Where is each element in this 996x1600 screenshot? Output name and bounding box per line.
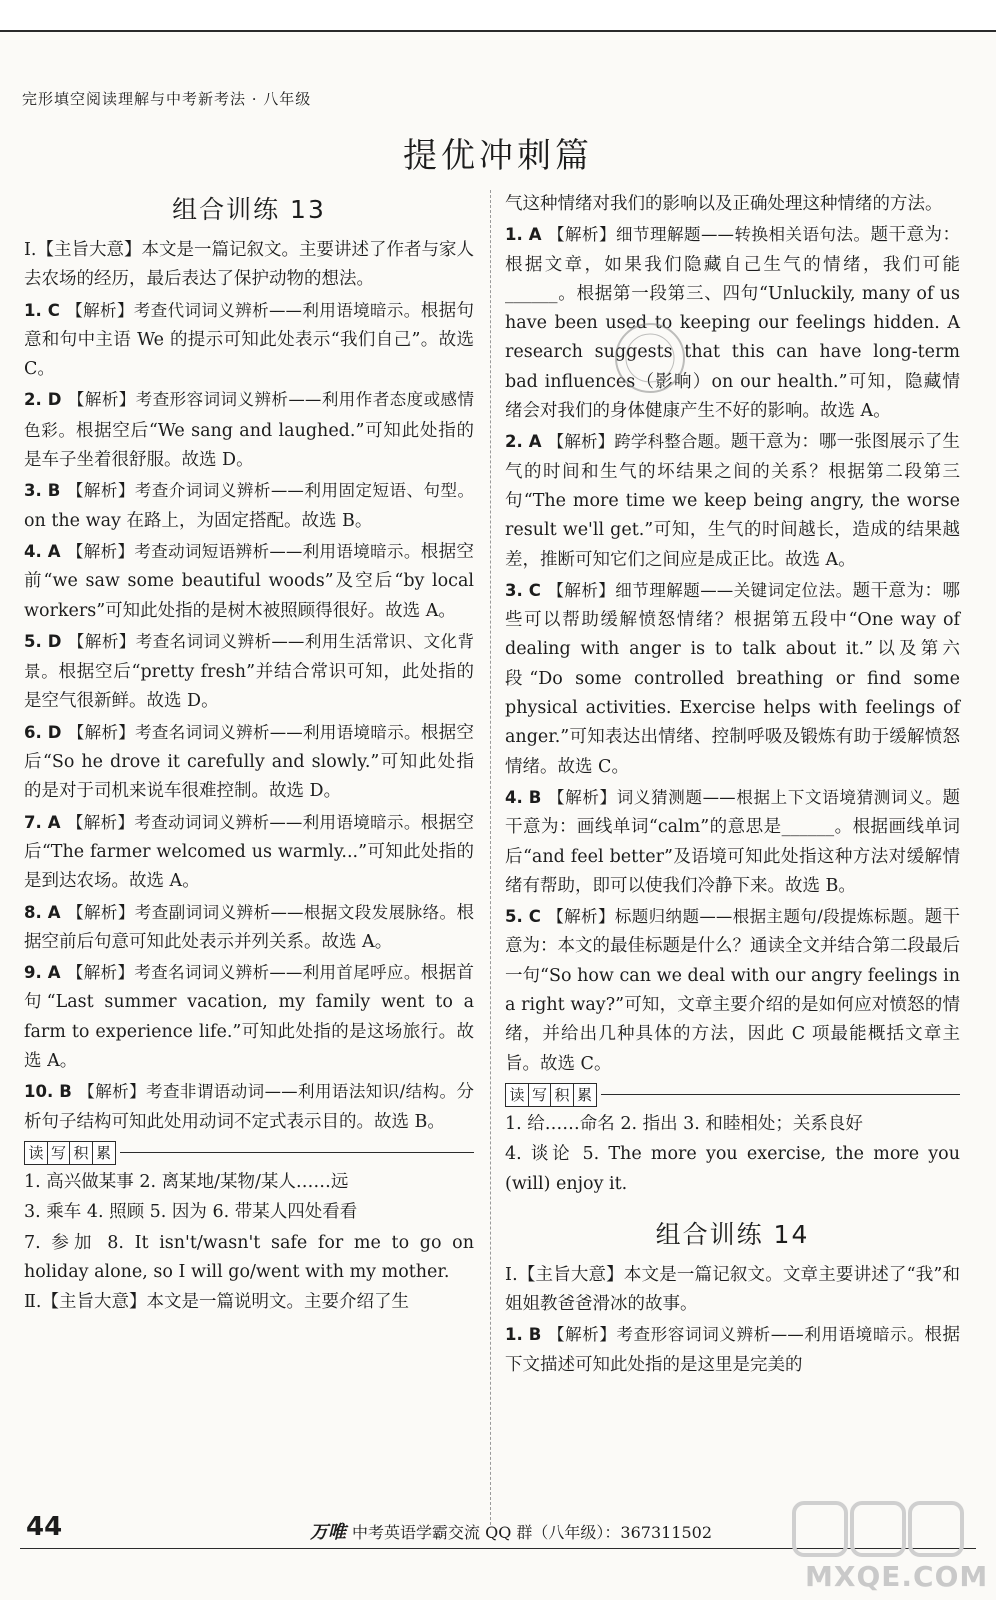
answer-item: 1. A 【解析】细节理解题——转换相关语句法。题干意为：根据文章，如果我们隐藏自己生气的情绪，我们可能______。根据第一段第三、四句“Unluckily, many of us have been used to keeping our feelings hidden. A research suggests that this can have long-term bad influences（影响）on our health.”可知，隐藏情绪会对我们的身体健康产生不好的影响。故选 A。	[505, 225, 961, 422]
footer-note: 万唯 中考英语学霸交流 QQ 群（八年级）：367311502	[310, 1522, 713, 1543]
left-column	[24, 190, 474, 1318]
rule-line	[120, 1152, 474, 1153]
answer-item: 5. C 【解析】标题归纳题——根据主题句/段提炼标题。题干意为：本文的最佳标题是什么？通读全文并结合第二段最后一句“So how can we deal with our angry feelings in a right way?”可知，文章主要介绍的是如何应对愤怒的情绪，并给出几种具体的方法，因此 C 项最能概括文章主旨。故选 C。	[505, 907, 961, 1074]
answer-item: 5. D 【解析】考查名词词义辨析——利用生活常识、文化背景。根据空后“pretty fresh”并结合常识可知，此处指的是空气很新鲜。故选 D。	[24, 631, 475, 712]
answer-item: 1. C 【解析】考查代词词义辨析——利用语境暗示。根据句意和句中主语 We 的提示可知此处表示“我们自己”。故选 C。	[24, 300, 475, 380]
answer-item: 10. B 【解析】考查非谓语动词——利用语法知识/结构。分析句子结构可知此处用动词不定式表示目的。故选 B。	[24, 1082, 474, 1132]
answer-item: 1. B 【解析】考查形容词词义辨析——利用语境暗示。根据下文描述可知此处指的是这里是完美的	[505, 1325, 961, 1375]
running-title: 完形填空阅读理解与中考新考法 · 八年级	[22, 90, 312, 108]
reading-writing-label: 读 写 积 累	[24, 1141, 114, 1165]
column-divider	[490, 190, 491, 1525]
answer-item: 8. A 【解析】考查副词词义辨析——根据文段发展脉络。根据空前后句意可知此处表示并列关系。故选 A。	[24, 902, 474, 952]
brand-logo: 万唯	[310, 1522, 346, 1543]
vocab-line: 1. 给……命名 2. 指出 3. 和睦相处；关系良好	[505, 1113, 863, 1134]
main-idea-2-cont: 气这种情绪对我们的影响以及正确处理这种情绪的方法。	[505, 194, 943, 214]
answer-item: 3. B 【解析】考查介词词义辨析——利用固定短语、句型。on the way 在路上，为固定搭配。故选 B。	[24, 481, 474, 531]
group-title-14: 组合训练 14	[655, 1219, 810, 1249]
right-column	[505, 190, 960, 1381]
page-number: 44	[26, 1512, 63, 1542]
watermark-site: MXQE.COM	[805, 1560, 989, 1593]
answer-item: 3. C 【解析】细节理解题——关键词定位法。题干意为：哪些可以帮助缓解愤怒情绪？根据第五段中“One way of dealing with anger is to talk about it.”以及第六段“Do some controlled breathing or find some physical activities. Exercise helps with feelings of anger.”可知表达出情绪、控制呼吸及锻炼有助于缓解愤怒情绪。故选 C。	[505, 580, 960, 777]
answer-item: 4. B 【解析】词义猜测题——根据上下文语境猜测词义。题干意为：画线单词“calm”的意思是______。根据画线单词后“and feel better”及语境可知此处指这种方法对缓解情绪有帮助，即可以使我们冷静下来。故选 B。	[505, 787, 960, 896]
stamp-watermark-icon	[610, 318, 690, 398]
vocab-line: 4. 谈论 5. The more you exercise, the more you (will) enjoy it.	[505, 1144, 960, 1194]
answer-item: 9. A 【解析】考查名词词义辨析——利用首尾呼应。根据首句“Last summer vacation, my family went to a farm to experience life.”可知此处指的是这场旅行。故选 A。	[24, 963, 475, 1072]
main-idea-1: Ⅰ.【主旨大意】本文是一篇记叙文。主要讲述了作者与家人去农场的经历，最后表达了保护动物的想法。	[24, 240, 474, 290]
vocab-line: 3. 乘车 4. 照顾 5. 因为 6. 带某人四处看看	[24, 1202, 358, 1223]
answer-item: 4. A 【解析】考查动词短语辨析——利用语境暗示。根据空前“we saw some beautiful woods”及空后“by local workers”可知此处指的是树木被照顾得很好。故选 A。	[24, 541, 475, 621]
reading-writing-header	[505, 1083, 960, 1107]
main-idea-3: Ⅰ.【主旨大意】本文是一篇记叙文。文章主要讲述了“我”和姐姐教爸爸滑冰的故事。	[505, 1264, 960, 1315]
reading-writing-header	[24, 1141, 474, 1165]
main-idea-2: Ⅱ.【主旨大意】本文是一篇说明文。主要介绍了生	[24, 1292, 409, 1313]
group-title-13: 组合训练 13	[172, 195, 326, 224]
answer-item: 2. D 【解析】考查形容词词义辨析——利用作者态度或感情色彩。根据空后“We sang and laughed.”可知此处指的是车子坐着很舒服。故选 D。	[24, 390, 475, 471]
vocab-line: 1. 高兴做某事 2. 离某地/某物/某人……远	[24, 1171, 349, 1192]
answer-item: 2. A 【解析】跨学科整合题。题干意为：哪一张图展示了生气的时间和生气的坏结果之间的关系？根据第二段第三句“The more time we keep being angry, the worse result we'll get.”可知，生气的时间越长，造成的结果越差，推断可知它们之间应是成正比。故选 A。	[505, 432, 960, 570]
section-title: 提优冲刺篇	[403, 136, 593, 176]
top-bar	[0, 0, 996, 32]
rule-line	[601, 1094, 960, 1095]
vocab-line: 7. 参加 8. It isn't/wasn't safe for me to go on holiday alone, so I will go/went with my mother.	[24, 1232, 474, 1282]
answer-item: 6. D 【解析】考查名词词义辨析——利用语境暗示。根据空后“So he drove it carefully and slowly.”可知此处指的是对于司机来说车很难控制。故选 D。	[24, 722, 474, 802]
answer-item: 7. A 【解析】考查动词词义辨析——利用语境暗示。根据空后“The farmer welcomed us warmly...”可知此处指的是到达农场。故选 A。	[24, 812, 475, 892]
reading-writing-label: 读 写 积 累	[505, 1083, 595, 1107]
